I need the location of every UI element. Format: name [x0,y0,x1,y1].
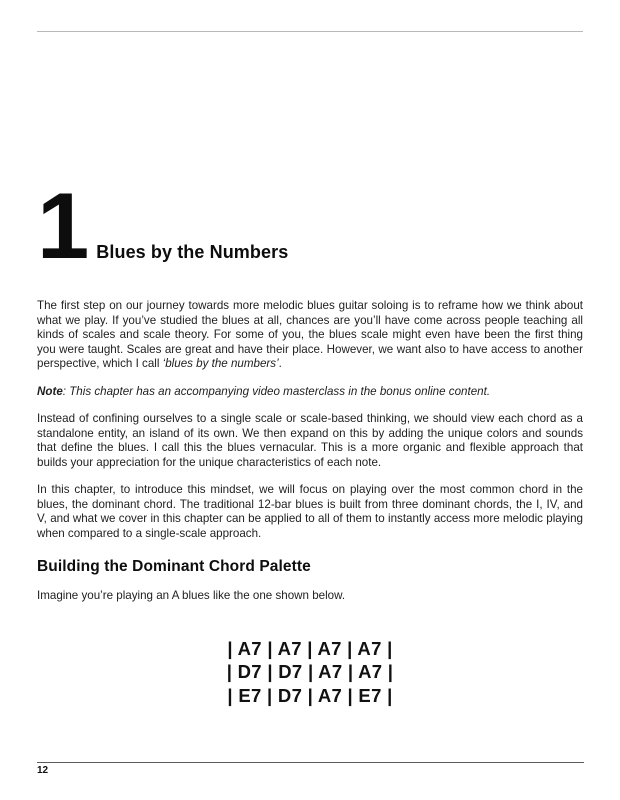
paragraph-intro-text: The first step on our journey towards more melodic blues guitar soloing is to reframe how we think about what we play. If you’ve studied the blues at all, chances are you’ll have come across people teaching all kinds of scales and scale theory. For some of you, the blues scale might even have been the first thing you were taught. Scales are great and have their place. However, we want also to have access to another perspective, which I call [37,299,583,370]
chord-line: | E7 | D7 | A7 | E7 | [227,684,393,706]
section-heading: Building the Dominant Chord Palette [37,558,311,575]
footer-rule [37,762,584,763]
page-number: 12 [37,765,49,776]
page-footer [37,762,584,776]
header-rule [37,31,583,32]
chapter-number: 1 [37,173,88,278]
paragraph-mindset: Instead of confining ourselves to a single scale or scale-based thinking, we should view each chord as a standalone entity, an island of its own. We then expand on this by adding the unique colors and sounds that define the blues. I call this the blues vernacular. This is a more organic and flexible approach that builds your appreciation for the unique characteristics of each note. [37,412,583,469]
paragraph-imagine: Imagine you’re playing an A blues like the one shown below. [37,589,346,602]
paragraph-chapter-focus: In this chapter, to introduce this mindset, we will focus on playing over the most common chord in the blues, the dominant chord. The traditional 12-bar blues is built from three dominant chords, the I, IV, and V, and what we cover in this chapter can be applied to all of them to instantly access more melodic playing when compared to a single-scale approach. [37,483,583,540]
page-content [0,31,620,707]
chapter-heading [37,173,583,278]
note-label: Note [37,384,63,398]
paragraph-intro [37,299,583,372]
chord-line: | D7 | D7 | A7 | A7 | [226,661,394,682]
chapter-title: Blues by the Numbers [96,242,289,262]
note-paragraph [37,385,583,400]
note-text: : This chapter has an accompanying video masterclass in the bonus online content. [62,384,491,398]
italic-phrase: ‘blues by the numbers’ [162,357,279,370]
chord-line: | A7 | A7 | A7 | A7 | [227,637,393,659]
paragraph-intro-end: . [278,357,282,370]
chord-chart [37,637,583,708]
